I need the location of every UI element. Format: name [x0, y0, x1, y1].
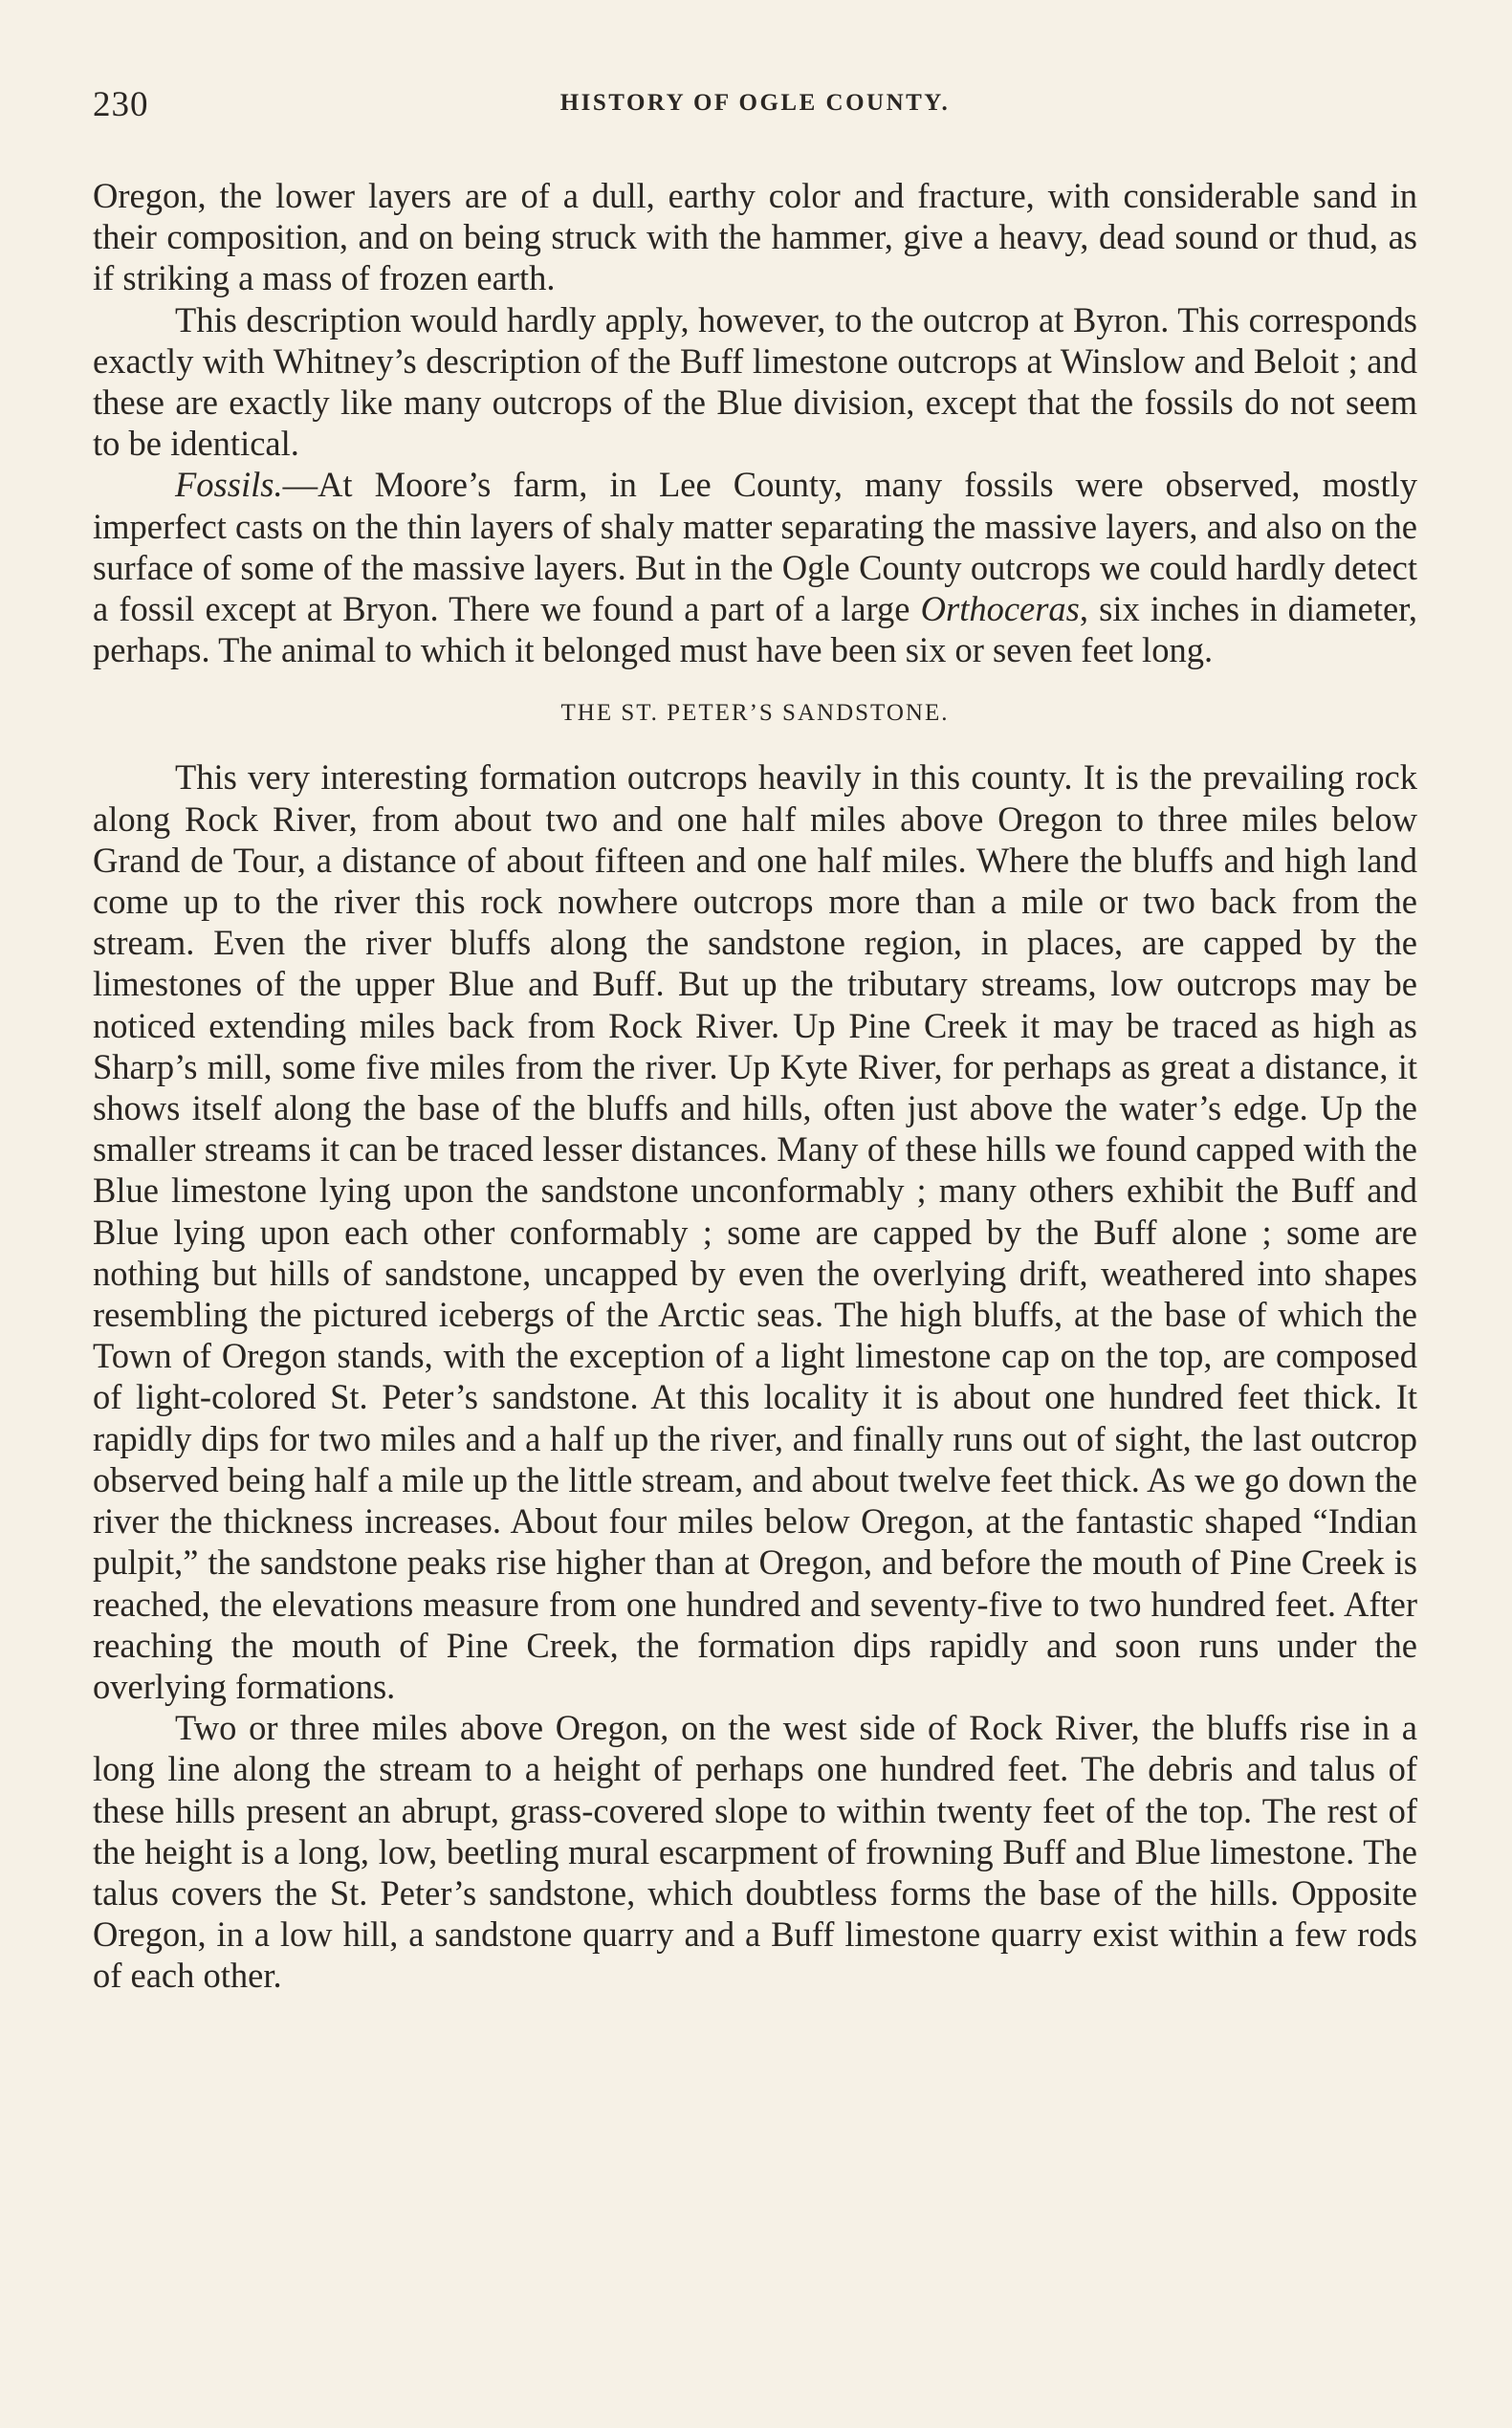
- fossils-run-in-heading: Fossils.: [175, 465, 283, 505]
- fossils-text-part-1: —At Moore’s farm, in Lee County, many fossils were observed, mostly imperfect casts on the thin layers of shaly matter separating the massive layers, and also on the surface of some of the massive layers. But in the Ogle County outcrops we could hardly detect a fossil except at Bryon. There we found a part of a large: [93, 465, 1417, 629]
- page-number: 230: [93, 85, 149, 124]
- orthoceras-italic: Orthoceras: [920, 589, 1080, 629]
- paragraph-continuation: Oregon, the lower layers are of a dull, earthy color and fracture, with considerable sand in their composition, and on being struck with the hammer, give a heavy, dead sound or thud, as if striking a mass of frozen earth.: [93, 176, 1417, 298]
- body-text: [93, 175, 1417, 1997]
- paragraph-byron-description: This description would hardly apply, however, to the outcrop at Byron. This corresponds exactly with Whitney’s description of the Buff limestone outcrops at Winslow and Beloit ; and these are exactly like many outcrops of the Blue division, except that the fossils do not seem to be identical.: [93, 299, 1417, 464]
- fossils-text-part-2: , six inches in diameter, perhaps. The animal to which it belonged must have been six or seven feet long.: [93, 589, 1418, 670]
- paragraph-st-peters-formation: This very interesting formation outcrops heavily in this county. It is the prevailing rock along Rock River, from about two and one half miles above Oregon to three miles below Grand de Tour, a distance of about fifteen and one half miles. Where the bluffs and high land come up to the river this rock nowhere outcrops more than a mile or two back from the stream. Even the river bluffs along the sandstone region, in places, are capped by the limestones of the upper Blue and Buff. But up the tributary streams, low outcrops may be noticed extending miles back from Rock River. Up Pine Creek it may be traced as high as Sharp’s mill, some five miles from the river. Up Kyte River, for perhaps as great a distance, it shows itself along the base of the bluffs and hills, often just above the water’s edge. Up the smaller streams it can be traced lesser distances. Many of these hills we found capped with the Blue limestone lying upon the sandstone unconformably ; many others exhibit the Buff and Blue lying upon each other conformably ; some are capped by the Buff alone ; some are nothing but hills of sandstone, uncapped by even the overlying drift, weathered into shapes resembling the pictured icebergs of the Arctic seas. The high bluffs, at the base of which the Town of Oregon stands, with the exception of a light limestone cap on the top, are composed of light-colored St. Peter’s sandstone. At this locality it is about one hundred feet thick. It rapidly dips for two miles and a half up the river, and finally runs out of sight, the last outcrop observed being half a mile up the little stream, and about twelve feet thick. As we go down the river the thickness increases. About four miles below Oregon, at the fantastic shaped “Indian pulpit,” the sandstone peaks rise higher than at Oregon, and before the mouth of Pine Creek is reached, the elevations measure from one hundred and seventy-five to two hundred feet. After reaching the mouth of Pine Creek, the formation dips rapidly and soon runs under the overlying formations.: [93, 757, 1417, 1706]
- paragraph-fossils: [93, 464, 1417, 670]
- running-head: [93, 84, 1417, 132]
- running-title: HISTORY OF OGLE COUNTY.: [559, 90, 951, 116]
- paragraph-west-side-bluffs: Two or three miles above Oregon, on the west side of Rock River, the bluffs rise in a long line along the stream to a height of perhaps one hundred feet. The debris and talus of these hills present an abrupt, grass-covered slope to within twenty feet of the top. The rest of the height is a long, low, beetling mural escarpment of frowning Buff and Blue limestone. The talus covers the St. Peter’s sandstone, which doubtless forms the base of the hills. Opposite Oregon, in a low hill, a sandstone quarry and a Buff limestone quarry exist within a few rods of each other.: [93, 1708, 1417, 1996]
- section-heading-st-peters-sandstone: THE ST. PETER’S SANDSTONE.: [560, 700, 950, 727]
